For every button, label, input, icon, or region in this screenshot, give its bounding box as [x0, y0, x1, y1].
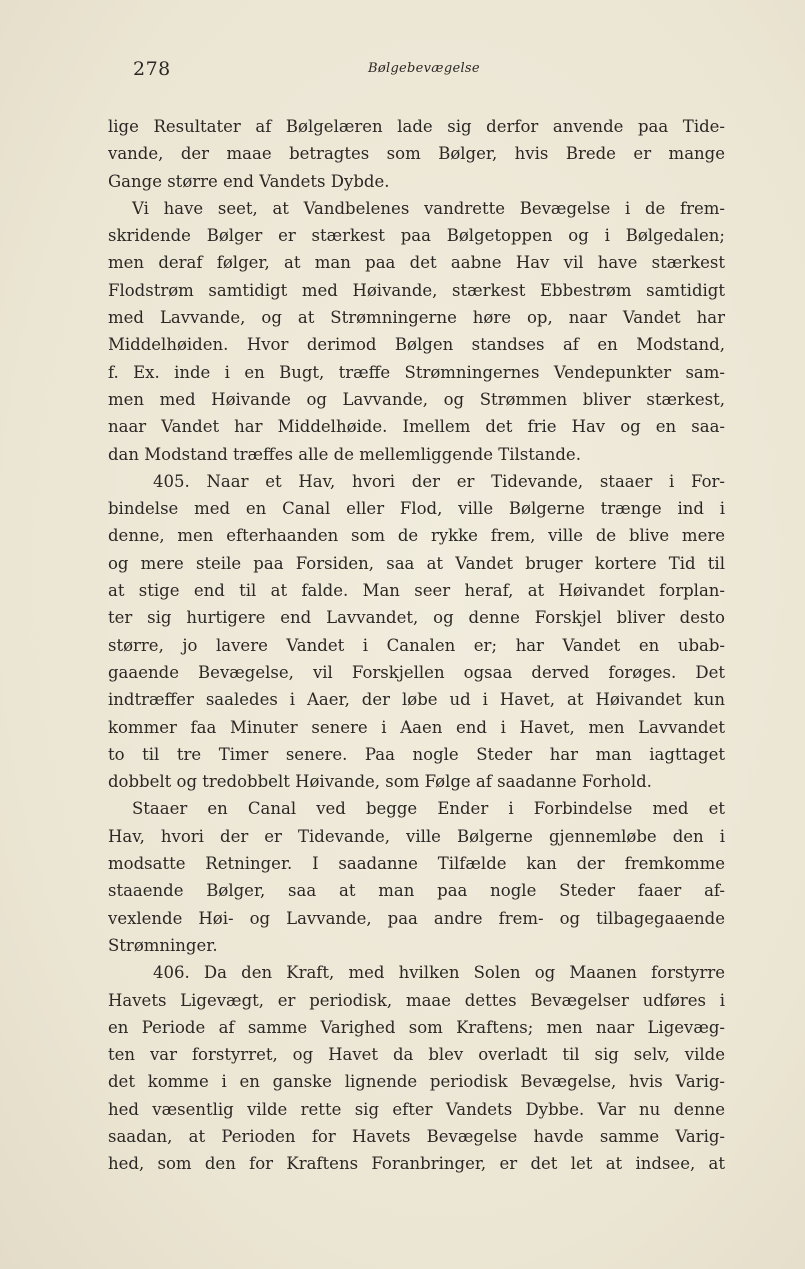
page-header — [0, 58, 805, 88]
text-line: indtræffer saaledes i Aaer, der løbe ud i Havet, at Høivandet kun — [108, 690, 725, 710]
text-line: men med Høivande og Lavvande, og Strømmen bliver stærkest, — [108, 389, 725, 409]
text-line: kommer faa Minuter senere i Aaen end i Havet, men Lavvandet — [108, 717, 725, 737]
text-line: hed, som den for Kraftens Foranbringer, er det let at indsee, at — [108, 1154, 725, 1174]
text-line: staaende Bølger, saa at man paa nogle Steder faaer af- — [108, 881, 725, 901]
text-line: dan Modstand træffes alle de mellemliggende Tilstande. — [108, 444, 581, 464]
text-line: saadan, at Perioden for Havets Bevægelse havde samme Varig- — [108, 1126, 725, 1146]
text-line: Vi have seet, at Vandbelenes vandrette Bevægelse i de frem- — [132, 198, 725, 218]
text-line: ter sig hurtigere end Lavvandet, og denne Forskjel bliver desto — [108, 608, 725, 628]
page-number: 278 — [133, 58, 171, 80]
text-line: modsatte Retninger. I saadanne Tilfælde kan der fremkomme — [108, 854, 725, 874]
text-line: og mere steile paa Forsiden, saa at Vandet bruger kortere Tid til — [108, 553, 725, 573]
text-line: større, jo lavere Vandet i Canalen er; har Vandet en ubab- — [108, 635, 725, 655]
text-line: skridende Bølger er stærkest paa Bølgetoppen og i Bølgedalen; — [108, 226, 725, 246]
text-line: bindelse med en Canal eller Flod, ville Bølgerne trænge ind i — [108, 499, 725, 519]
text-line: ten var forstyrret, og Havet da blev overladt til sig selv, vilde — [108, 1045, 725, 1065]
text-line: naar Vandet har Middelhøide. Imellem det frie Hav og en saa- — [108, 417, 725, 437]
text-line: vexlende Høi- og Lavvande, paa andre frem- og tilbagegaaende — [108, 908, 725, 928]
text-line: en Periode af samme Varighed som Kraftens; men naar Ligevæg- — [108, 1017, 725, 1037]
text-line: 405. Naar et Hav, hvori der er Tidevande, staaer i For- — [153, 471, 725, 491]
text-line: lige Resultater af Bølgelæren lade sig derfor anvende paa Tide- — [108, 117, 725, 136]
text-line: at stige end til at falde. Man seer heraf, at Høivandet forplan- — [108, 581, 725, 601]
text-line: med Lavvande, og at Strømningerne høre op, naar Vandet har — [108, 308, 725, 328]
text-line: hed væsentlig vilde rette sig efter Vandets Dybbe. Var nu denne — [108, 1099, 725, 1119]
text-line: denne, men efterhaanden som de rykke frem, ville de blive mere — [108, 526, 725, 546]
text-line: Havets Ligevægt, er periodisk, maae dettes Bevægelser udføres i — [108, 990, 725, 1010]
text-line: gaaende Bevægelse, vil Forskjellen ogsaa derved forøges. Det — [108, 662, 725, 682]
text-line: Flodstrøm samtidigt med Høivande, stærkest Ebbestrøm samtidigt — [108, 280, 725, 300]
text-line: 406. Da den Kraft, med hvilken Solen og Maanen forstyrre — [153, 963, 725, 983]
text-line: dobbelt og tredobbelt Høivande, som Følge af saadanne Forhold. — [108, 772, 652, 792]
text-line: to til tre Timer senere. Paa nogle Steder har man iagttaget — [108, 744, 725, 764]
text-line: Staaer en Canal ved begge Ender i Forbindelse med et — [132, 799, 725, 819]
text-line: vande, der maae betragtes som Bølger, hvis Brede er mange — [108, 144, 725, 164]
text-line: Gange større end Vandets Dybde. — [108, 171, 390, 191]
text-line: men deraf følger, at man paa det aabne Hav vil have stærkest — [108, 253, 725, 273]
running-head: Bølgebevægelse — [368, 61, 480, 76]
text-line: det komme i en ganske lignende periodisk Bevægelse, hvis Varig- — [108, 1072, 725, 1092]
text-line: Strømninger. — [108, 935, 218, 955]
text-line: Hav, hvori der er Tidevande, ville Bølgerne gjennemløbe den i — [108, 826, 725, 846]
text-line: f. Ex. inde i en Bugt, træffe Strømningernes Vendepunkter sam- — [108, 362, 725, 382]
body-text — [108, 113, 725, 1178]
text-line: Middelhøiden. Hvor derimod Bølgen standses af en Modstand, — [108, 335, 725, 355]
